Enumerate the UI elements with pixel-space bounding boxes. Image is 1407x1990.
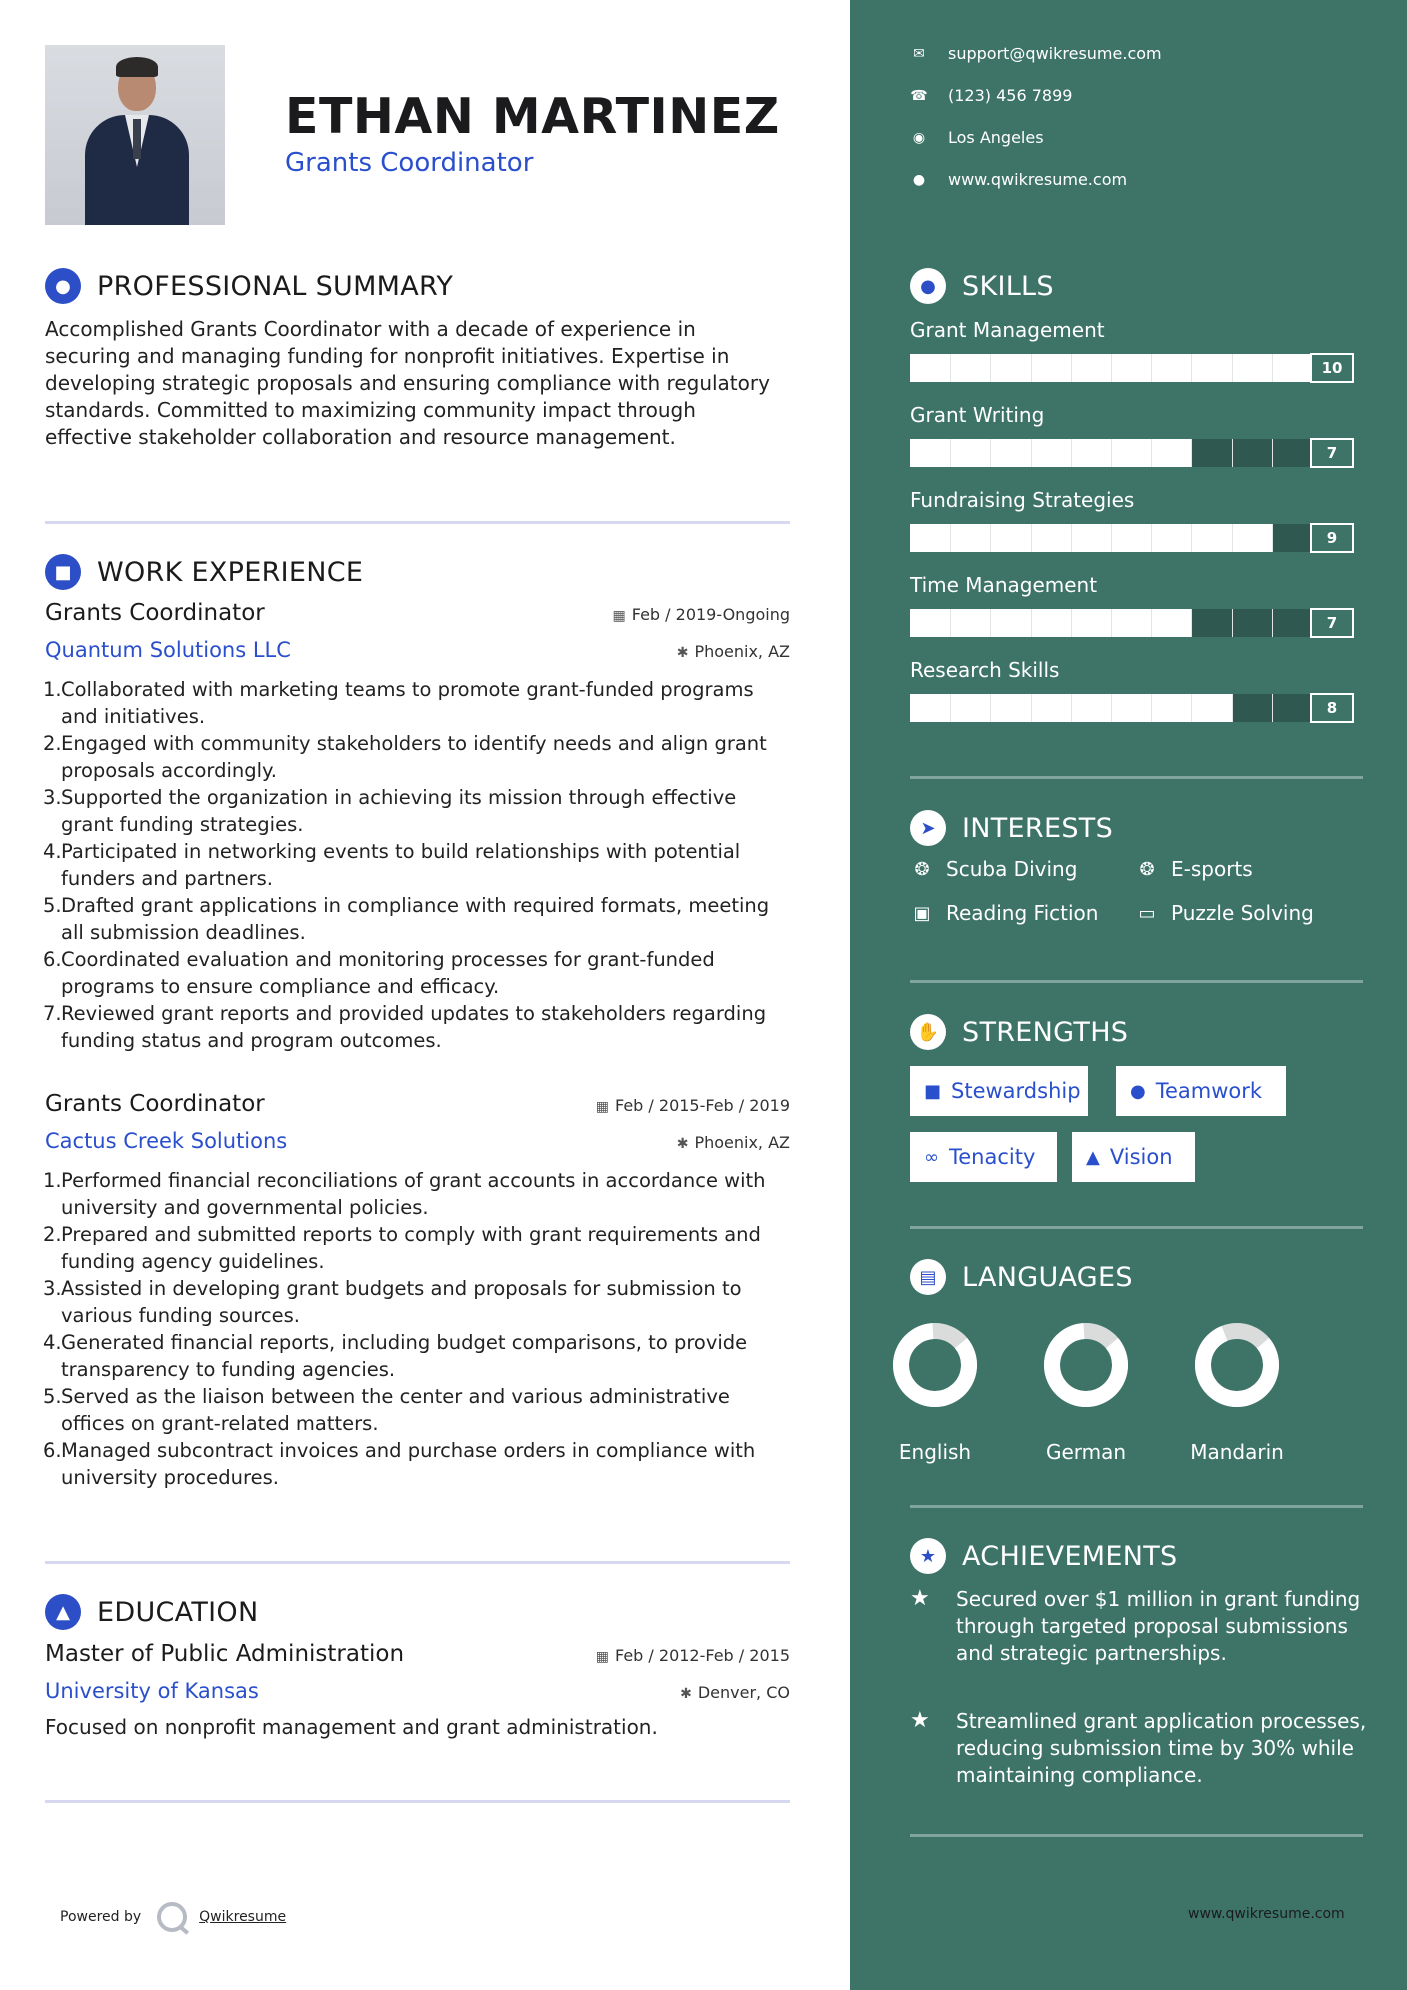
job-date: ▦ Feb / 2019-Ongoing [612, 605, 790, 624]
user-icon: ● [45, 268, 81, 304]
gamepad-icon: ▣ [913, 902, 931, 924]
skills-heading: ● SKILLS [910, 266, 1054, 306]
achievement-item: ★ Secured over $1 million in grant funding through targeted proposal submissions and strategic partnerships. [910, 1586, 1361, 1665]
job-location: ✱ Phoenix, AZ [676, 1133, 790, 1152]
skill-bar-fill [910, 354, 1312, 382]
section-divider [45, 1561, 790, 1564]
summary-text: Accomplished Grants Coordinator with a decade of experience in securing and managing funding for nonprofit initiatives. Expertise in developing strategic proposals and ensuring compliance with regulatory standards. Committed to maximizing community impact through effective stakeholder collaboration and resource management. [45, 317, 770, 449]
job-bullet: 1. Collaborated with marketing teams to promote grant-funded programs and initiatives. [43, 678, 754, 728]
skill-bar [910, 609, 1312, 637]
link-icon: ∞ [924, 1146, 939, 1168]
map-marker-icon: ◉ [912, 129, 926, 146]
language-label: German [1045, 1440, 1127, 1464]
job-company: Quantum Solutions LLC [45, 638, 291, 662]
language-donut [890, 1320, 980, 1410]
strengths-heading: ✋ STRENGTHS [910, 1012, 1128, 1052]
skill-label: Research Skills [910, 658, 1060, 682]
contact-email[interactable]: ✉ support@qwikresume.com [910, 44, 1162, 63]
language-item [1172, 1320, 1302, 1464]
users-icon: ● [1130, 1080, 1146, 1102]
skill-bar-fill [910, 694, 1232, 722]
profile-photo [45, 45, 225, 225]
skill-value: 7 [1310, 608, 1354, 638]
section-divider [910, 1505, 1363, 1508]
star-icon: ★ [910, 1586, 930, 1611]
interest-item: ▭ Puzzle Solving [1135, 901, 1314, 925]
skill-label: Time Management [910, 573, 1098, 597]
degree: Master of Public Administration [45, 1641, 405, 1667]
skill-value: 9 [1310, 523, 1354, 553]
skill-value: 7 [1310, 438, 1354, 468]
strength-tag: ● Teamwork [1116, 1066, 1286, 1116]
skill-value: 8 [1310, 693, 1354, 723]
lightbulb-icon: ● [910, 268, 946, 304]
calendar-icon: ▦ [595, 1649, 609, 1665]
job-bullet: 4. Participated in networking events to build relationships with potential funders and partners. [43, 840, 741, 890]
skill-bar-fill [910, 439, 1191, 467]
strength-tag: ∞ Tenacity [910, 1132, 1057, 1182]
job-bullet: 5. Drafted grant applications in compliance with required formats, meeting all submission deadlines. [43, 894, 770, 944]
hand-icon: ✋ [910, 1014, 946, 1050]
job-bullet: 5. Served as the liaison between the center and various administrative offices on grant-related matters. [43, 1385, 730, 1435]
job-company: Cactus Creek Solutions [45, 1129, 288, 1153]
strength-tag: ▲ Vision [1072, 1132, 1195, 1182]
footer-website[interactable]: www.qwikresume.com [1188, 1906, 1345, 1922]
education-description: Focused on nonprofit management and grant administration. [45, 1715, 658, 1739]
section-divider [910, 1226, 1363, 1229]
pin-icon: ✱ [676, 1136, 689, 1152]
languages-heading: ▤ LANGUAGES [910, 1257, 1133, 1297]
education-location: ✱ Denver, CO [680, 1683, 790, 1702]
contact-location: ◉ Los Angeles [910, 128, 1044, 147]
powered-by: Powered by Qwikresume [60, 1902, 286, 1932]
language-donut [1192, 1320, 1282, 1410]
skill-label: Grant Writing [910, 403, 1045, 427]
language-item [1021, 1320, 1151, 1464]
interest-item: ❂ E-sports [1135, 857, 1253, 881]
sidebar [850, 0, 1407, 1990]
section-divider [45, 521, 790, 524]
summary-heading: ● PROFESSIONAL SUMMARY [45, 266, 453, 306]
pin-icon: ✱ [680, 1686, 692, 1702]
brand-link[interactable]: Qwikresume [199, 1909, 287, 1925]
section-divider [45, 1800, 790, 1803]
job-bullets [45, 676, 790, 1054]
language-icon: ▤ [910, 1259, 946, 1295]
skill-bar [910, 354, 1312, 382]
job-bullet: 3. Assisted in developing grant budgets and proposals for submission to various funding sources. [43, 1277, 742, 1327]
education-date: ▦ Feb / 2012-Feb / 2015 [595, 1646, 790, 1665]
binoculars-icon: ▲ [1086, 1146, 1100, 1168]
globe-icon: ● [912, 171, 926, 188]
language-donut [1041, 1320, 1131, 1410]
job-bullet: 2. Prepared and submitted reports to comply with grant requirements and funding agency guidelines. [43, 1223, 761, 1273]
star-badge-icon: ★ [910, 1538, 946, 1574]
job-entry-2 [45, 1091, 790, 1491]
interest-item: ❂ Scuba Diving [910, 857, 1077, 881]
job-bullet: 6. Coordinated evaluation and monitoring processes for grant-funded programs to ensure compliance and efficacy. [43, 948, 715, 998]
section-divider [910, 1834, 1363, 1837]
phone-icon: ☎ [910, 87, 928, 104]
job-bullet: 2. Engaged with community stakeholders to identify needs and align grant proposals accordingly. [43, 732, 767, 782]
pin-icon: ✱ [676, 645, 689, 661]
skill-label: Grant Management [910, 318, 1105, 342]
education-heading: ▲ EDUCATION [45, 1592, 258, 1632]
job-location: ✱ Phoenix, AZ [676, 642, 790, 661]
job-date: ▦ Feb / 2015-Feb / 2019 [595, 1096, 790, 1115]
briefcase-icon: ■ [924, 1080, 942, 1102]
candidate-title: Grants Coordinator [285, 148, 534, 178]
language-label: English [898, 1440, 972, 1464]
job-bullet: 1. Performed financial reconciliations of grant accounts in accordance with university and governmental policies. [43, 1169, 766, 1219]
contact-phone[interactable]: ☎ (123) 456 7899 [910, 86, 1073, 105]
paper-plane-icon: ➤ [910, 810, 946, 846]
skill-bar [910, 694, 1312, 722]
skill-label: Fundraising Strategies [910, 488, 1135, 512]
briefcase-icon: ■ [45, 554, 81, 590]
skill-bar-fill [910, 609, 1191, 637]
skill-bar-fill [910, 524, 1272, 552]
calendar-icon: ▦ [595, 1099, 609, 1115]
job-bullet: 3. Supported the organization in achieving its mission through effective grant funding strategies. [43, 786, 737, 836]
language-label: Mandarin [1190, 1440, 1284, 1464]
job-bullet: 4. Generated financial reports, including budget comparisons, to provide transparency to funding agencies. [43, 1331, 748, 1381]
achievement-item: ★ Streamlined grant application processes, reducing submission time by 30% while maintaining compliance. [910, 1708, 1367, 1787]
job-title: Grants Coordinator [45, 600, 265, 626]
qwikresume-logo-icon [157, 1902, 187, 1932]
graduate-icon: ▲ [45, 1594, 81, 1630]
job-entry-1 [45, 600, 790, 1054]
contact-website[interactable]: ● www.qwikresume.com [910, 170, 1127, 189]
life-ring-icon: ❂ [914, 858, 930, 880]
section-divider [910, 776, 1363, 779]
calendar-icon: ▦ [612, 608, 626, 624]
job-bullets [45, 1167, 790, 1491]
skill-bar [910, 439, 1312, 467]
skill-value: 10 [1310, 353, 1354, 383]
book-icon: ▭ [1138, 902, 1156, 924]
envelope-icon: ✉ [913, 45, 925, 62]
job-bullet: 6. Managed subcontract invoices and purchase orders in compliance with university procedures. [43, 1439, 756, 1489]
interests-heading: ➤ INTERESTS [910, 808, 1113, 848]
skill-bar [910, 524, 1312, 552]
experience-heading: ■ WORK EXPERIENCE [45, 552, 363, 592]
section-divider [910, 980, 1363, 983]
interest-item: ▣ Reading Fiction [910, 901, 1098, 925]
strength-tag: ■ Stewardship [910, 1066, 1088, 1116]
job-bullet: 7. Reviewed grant reports and provided updates to stakeholders regarding funding status and program outcomes. [43, 1002, 767, 1052]
life-ring-icon: ❂ [1139, 858, 1155, 880]
candidate-name: ETHAN MARTINEZ [285, 88, 780, 145]
achievements-heading: ★ ACHIEVEMENTS [910, 1536, 1178, 1576]
education-entry [45, 1641, 790, 1739]
language-item [870, 1320, 1000, 1464]
job-title: Grants Coordinator [45, 1091, 265, 1117]
star-icon: ★ [910, 1708, 930, 1733]
school: University of Kansas [45, 1679, 259, 1703]
